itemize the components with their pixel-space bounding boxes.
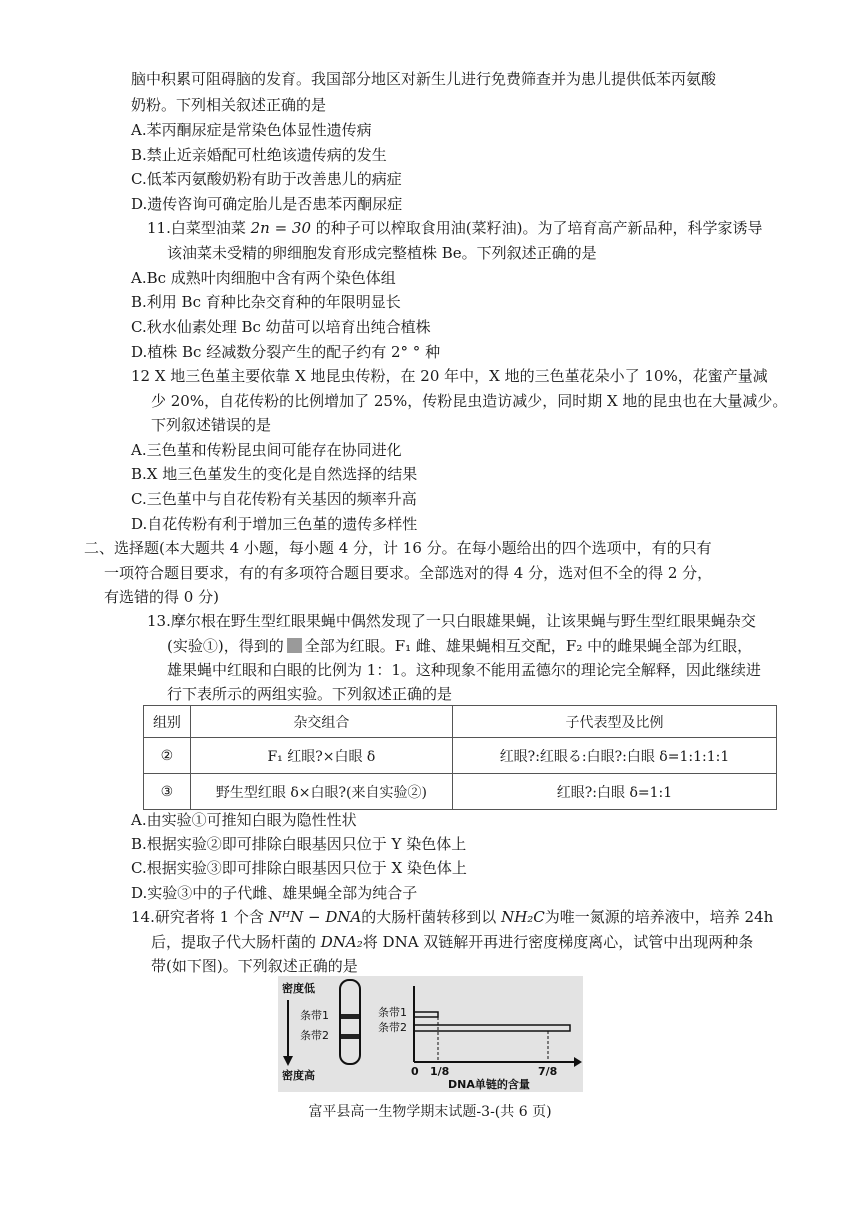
q13-stem-line3: 雄果蝇中红眼和白眼的比例为 1：1。这种现象不能用孟德尔的理论完全解释，因此继续进	[167, 661, 761, 679]
q10-stem-line1: 脑中积累可阻碍脑的发育。我国部分地区对新生儿进行免费筛查并为患儿提供低苯丙氨酸	[131, 70, 717, 88]
q14-l1-mid: 的大肠杆菌转移到以	[361, 908, 502, 926]
q13-stem-line2	[167, 636, 752, 656]
experiment-table	[143, 705, 777, 810]
q11-stem-line2: 该油菜未受精的卵细胞发育形成完整植株 Be。下列叙述正确的是	[167, 244, 597, 262]
q11-option-d: D.植株 Bc 经减数分裂产生的配子约有 2° ° 种	[131, 343, 441, 361]
section2-heading-line3: 有选错的得 0 分)	[104, 588, 219, 606]
q11-option-a: A.Bc 成熟叶肉细胞中含有两个染色体组	[131, 269, 396, 287]
label-band1: 条带1	[300, 1009, 329, 1022]
density-arrowhead-icon	[283, 1056, 293, 1066]
table-cell-group: ③	[144, 774, 191, 810]
q10-option-c: C.低苯丙氨酸奶粉有助于改善患儿的病症	[131, 170, 402, 188]
q11-option-b: B.利用 Bc 育种比杂交育种的年限明显长	[131, 293, 401, 311]
q12-stem-line3: 下列叙述错误的是	[151, 416, 272, 434]
label-low-density: 密度低	[282, 982, 315, 995]
f1-highlight-icon	[287, 638, 302, 653]
figure-svg	[278, 976, 583, 1092]
section2-heading-line1: 二、选择题(本大题共 4 小题，每小题 4 分，计 16 分。在每小题给出的四个选项中，有的只有	[84, 539, 712, 557]
q11-prefix: 11.白菜型油菜	[147, 219, 251, 237]
table-cell-offspring: 红眼?:白眼 δ=1:1	[452, 774, 776, 810]
table-header-row	[144, 706, 777, 738]
table-row	[144, 774, 777, 810]
q13-option-a: A.由实验①可推知白眼为隐性性状	[131, 811, 357, 829]
table-cell-group: ②	[144, 738, 191, 774]
table-header-cross: 杂交组合	[190, 706, 452, 738]
tube-band-1	[341, 1014, 359, 1019]
graph-x-label: DNA单链的含量	[448, 1078, 530, 1091]
tick-label-0: 0	[411, 1065, 419, 1078]
section2-heading-line2: 一项符合题目要求，有的有多项符合题目要求。全部选对的得 4 分，选对但不全的得 2 分，	[104, 564, 713, 582]
table-row	[144, 738, 777, 774]
q12-option-c: C.三色堇中与自花传粉有关基因的频率升高	[131, 490, 417, 508]
q14-l2-suffix: 将 DNA 双链解开再进行密度梯度离心，试管中出现两种条	[362, 933, 754, 951]
q14-l1-math1: NᴴN − DNA	[268, 908, 362, 926]
q10-option-b: B.禁止近亲婚配可杜绝该遗传病的发生	[131, 146, 387, 164]
q11-stem-line1	[147, 218, 763, 238]
label-high-density: 密度高	[282, 1069, 315, 1082]
table-cell-cross: 野生型红眼 δ×白眼?(来自实验②)	[190, 774, 452, 810]
q13-line2b: 全部为红眼。F₁ 雌、雄果蝇相互交配，F₂ 中的雌果蝇全部为红眼，	[304, 637, 753, 655]
table-header-offspring: 子代表型及比例	[452, 706, 776, 738]
q12-option-d: D.自花传粉有利于增加三色堇的遗传多样性	[131, 515, 418, 533]
q13-option-b: B.根据实验②即可排除白眼基因只位于 Y 染色体上	[131, 835, 467, 853]
table-cell-cross: F₁ 红眼?×白眼 δ	[190, 738, 452, 774]
q12-stem-line1: 12 X 地三色堇主要依靠 X 地昆虫传粉，在 20 年中，X 地的三色堇花朵小了 10%，花蜜产量减	[131, 367, 768, 385]
q14-stem-line2	[151, 932, 753, 952]
q13-stem-line4: 行下表所示的两组实验。下列叙述正确的是	[167, 685, 453, 703]
q14-stem-line3: 带(如下图)。下列叙述正确的是	[151, 957, 358, 975]
graph-label-band2: 条带2	[378, 1021, 407, 1034]
dna-centrifuge-figure	[278, 976, 583, 1092]
x-axis-arrowhead-icon	[574, 1057, 582, 1067]
q10-option-a: A.苯丙酮尿症是常染色体显性遗传病	[131, 121, 372, 139]
graph-bar-band1	[414, 1012, 438, 1017]
q13-option-d: D.实验③中的子代雌、雄果蝇全部为纯合子	[131, 884, 418, 902]
tick-label-1-8: 1/8	[430, 1065, 450, 1078]
q14-l2-prefix: 后，提取子代大肠杆菌的	[151, 933, 321, 951]
graph-label-band1: 条带1	[378, 1006, 407, 1019]
page-footer: 富平县高一生物学期末试题-3-(共 6 页)	[308, 1104, 552, 1120]
table-header-group: 组别	[144, 706, 191, 738]
table-cell-offspring: 红眼?:红眼る:白眼?:白眼 δ=1:1:1:1	[452, 738, 776, 774]
q11-suffix: 的种子可以榨取食用油(菜籽油)。为了培育高产新品种，科学家诱导	[311, 219, 763, 237]
tick-label-7-8: 7/8	[538, 1065, 558, 1078]
q13-stem-line1: 13.摩尔根在野生型红眼果蝇中偶然发现了一只白眼雄果蝇，让该果蝇与野生型红眼果蝇杂交	[147, 612, 756, 630]
q11-math: 2n = 30	[250, 219, 312, 237]
q14-l1-prefix: 14.研究者将 1 个含	[131, 908, 269, 926]
graph-bar-band2	[414, 1025, 570, 1031]
q13-option-c: C.根据实验③即可排除白眼基因只位于 X 染色体上	[131, 859, 467, 877]
q12-option-b: B.X 地三色堇发生的变化是自然选择的结果	[131, 465, 418, 483]
q14-l1-suffix: 为唯一氮源的培养液中，培养 24h	[544, 908, 774, 926]
q12-option-a: A.三色堇和传粉昆虫间可能存在协同进化	[131, 441, 402, 459]
q13-line2a: (实验①)，得到的	[167, 637, 284, 655]
tube-band-2	[341, 1034, 359, 1039]
q12-stem-line2: 少 20%，自花传粉的比例增加了 25%，传粉昆虫造访减少，同时期 X 地的昆虫也在大量减少。	[151, 392, 788, 410]
test-tube	[340, 980, 360, 1064]
q14-l2-math: DNA₂	[320, 933, 363, 951]
q11-option-c: C.秋水仙素处理 Bc 幼苗可以培育出纯合植株	[131, 318, 431, 336]
q14-stem-line1	[131, 907, 773, 927]
q14-l1-math2: NH₂C	[501, 908, 545, 926]
q10-stem-line2: 奶粉。下列相关叙述正确的是	[131, 96, 327, 114]
q10-option-d: D.遗传咨询可确定胎儿是否患苯丙酮尿症	[131, 195, 403, 213]
label-band2: 条带2	[300, 1029, 329, 1042]
